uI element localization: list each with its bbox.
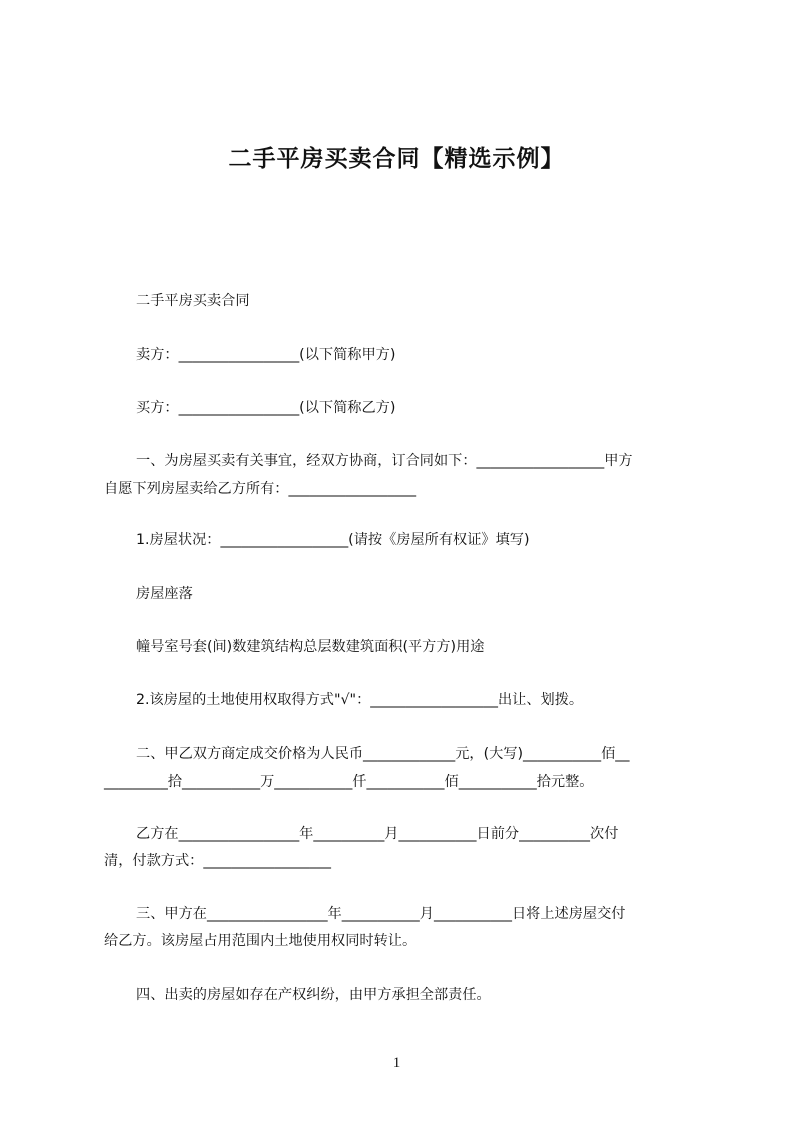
land-use-right-line: 2.该房屋的土地使用权取得方式"√"：__________________出让、划拨。 (136, 692, 584, 708)
seller-line: 卖方：_________________(以下简称甲方) (136, 347, 396, 363)
payment-line-1: 乙方在_________________年__________月___________日前分__________次付 (136, 826, 619, 842)
clause-2-line-2: _________拾___________万___________仟___________佰___________拾元整。 (104, 774, 594, 790)
page-number: 1 (392, 1055, 401, 1071)
house-location-line: 房屋座落 (136, 586, 193, 602)
clause-1-line-1: 一、为房屋买卖有关事宜，经双方协商，订合同如下：__________________甲方 (136, 453, 633, 469)
document-title: 二手平房买卖合同【精选示例】 (228, 146, 565, 172)
house-status-line: 1.房屋状况：__________________(请按《房屋所有权证》填写) (136, 532, 530, 548)
clause-3-line-1: 三、甲方在_________________年___________月___________日将上述房屋交付 (136, 906, 626, 922)
payment-line-2: 清，付款方式：__________________ (104, 853, 332, 869)
house-details-line: 幢号室号套(间)数建筑结构总层数建筑面积(平方方)用途 (136, 639, 485, 655)
clause-4-line: 四、出卖的房屋如存在产权纠纷，由甲方承担全部责任。 (136, 987, 491, 1003)
clause-3-line-2: 给乙方。该房屋占用范围内土地使用权同时转让。 (104, 933, 417, 949)
clause-1-line-2: 自愿下列房屋卖给乙方所有：__________________ (104, 481, 417, 497)
clause-2-line-1: 二、甲乙双方商定成交价格为人民币_____________元，(大写)___________佰__ (136, 746, 630, 762)
buyer-line: 买方：_________________(以下简称乙方) (136, 400, 396, 416)
contract-heading: 二手平房买卖合同 (136, 293, 250, 309)
